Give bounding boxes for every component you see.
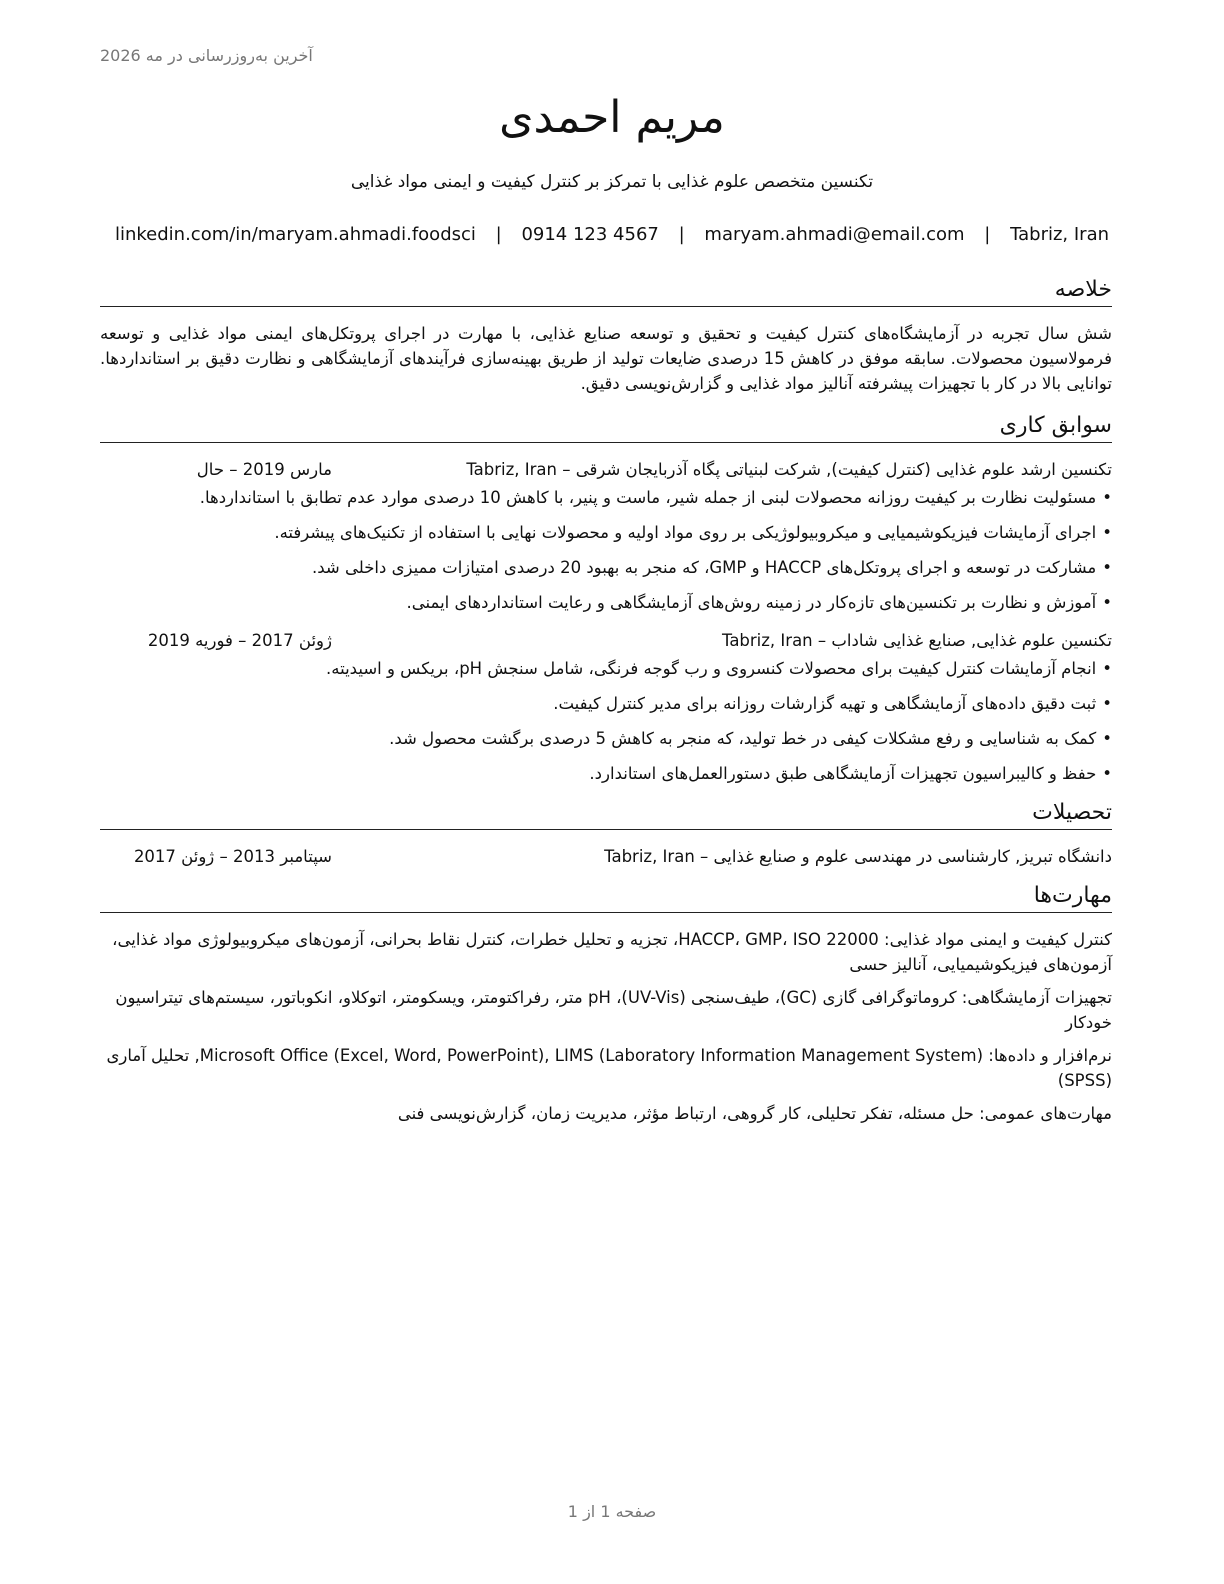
job-header [100, 457, 1112, 483]
job-entry [100, 457, 1112, 616]
list-item: •اجرای آزمایشات فیزیکوشیمیایی و میکروبیولوژیکی بر روی مواد اولیه و محصولات نهایی با استفاده از تکنیک‌های پیشرفته. [274, 523, 1112, 542]
bullet-icon: • [1102, 558, 1112, 577]
list-item: •انجام آزمایشات کنترل کیفیت برای محصولات کنسروی و رب گوجه فرنگی، شامل سنجش pH، بریکس و اسیدیته. [326, 659, 1112, 678]
candidate-name: مریم احمدی [499, 92, 725, 143]
contact-separator: | [495, 224, 502, 245]
bullet-icon: • [1102, 488, 1112, 507]
job-header [100, 628, 1112, 654]
job-title: تکنسین علوم غذایی, صنایع غذایی شاداب – Tabriz, Iran [721, 631, 1112, 650]
job-title: تکنسین ارشد علوم غذایی (کنترل کیفیت), شرکت لبنیاتی پگاه آذربایجان شرقی – Tabriz, Iran [466, 460, 1112, 479]
skills-section [100, 882, 1112, 1126]
education-entry [100, 844, 1112, 874]
candidate-title: تکنسین متخصص علوم غذایی با تمرکز بر کنترل کیفیت و ایمنی مواد غذایی [350, 172, 874, 192]
experience-section [100, 412, 1112, 787]
job-dates: ژوئن 2017 – فوریه 2019 [147, 631, 332, 650]
education-section [100, 799, 1112, 874]
last-updated: آخرین به‌روزرسانی در مه 2026 [100, 46, 313, 65]
list-item: •آموزش و نظارت بر تکنسین‌های تازه‌کار در زمینه روش‌های آزمایشگاهی و رعایت استانداردهای ایمنی. [406, 593, 1112, 612]
section-heading: سوابق کاری [100, 412, 1112, 443]
section-heading: خلاصه [100, 276, 1112, 307]
bullet-icon: • [1102, 729, 1112, 748]
page-number: صفحه 1 از 1 [567, 1502, 657, 1521]
skill-line: مهارت‌های عمومی: حل مسئله، تفکر تحلیلی، کار گروهی، ارتباط مؤثر، مدیریت زمان، گزارش‌نویسی فنی [397, 1104, 1112, 1123]
job-bullets [100, 485, 1112, 616]
bullet-icon: • [1102, 593, 1112, 612]
section-heading: تحصیلات [100, 799, 1112, 830]
phone-number: 0914 123 4567 [521, 224, 659, 245]
skill-line: تجهیزات آزمایشگاهی: کروماتوگرافی گازی (GC)، طیف‌سنجی (UV-Vis)، pH متر، رفراکتومتر، ویسکومتر، اتوکلاو، انکوباتور، سیستم‌های تیتراسیون خودکار [115, 988, 1112, 1032]
job-bullets [100, 656, 1112, 787]
bullet-icon: • [1102, 523, 1112, 542]
job-dates: مارس 2019 – حال [196, 460, 332, 479]
linkedin-link[interactable]: linkedin.com/in/maryam.ahmadi.foodsci [114, 224, 476, 245]
summary-text: شش سال تجربه در آزمایشگاه‌های کنترل کیفیت و تحقیق و توسعه صنایع غذایی، با مهارت در اجرای پروتکل‌های ایمنی مواد غذایی و توسعه فرمولاسیون محصولات. سابقه موفق در کاهش 15 درصدی ضایعات تولید از طریق بهینه‌سازی فرآیندهای آزمایشگاهی و نظارت دقیق بر استانداردها. توانایی بالا در کار با تجهیزات پیشرفته آنالیز مواد غذایی و گزارش‌نویسی دقیق. [100, 324, 1112, 393]
bullet-icon: • [1102, 659, 1112, 678]
contact-line [0, 224, 1224, 245]
summary-section [100, 276, 1112, 396]
skill-line: کنترل کیفیت و ایمنی مواد غذایی: HACCP، GMP، ISO 22000، تجزیه و تحلیل خطرات، کنترل نقاط بحرانی، آزمون‌های میکروبیولوژی مواد غذایی، آزمون‌های فیزیکوشیمیایی، آنالیز حسی [112, 930, 1112, 974]
list-item: •حفظ و کالیبراسیون تجهیزات آزمایشگاهی طبق دستورالعمل‌های استاندارد. [589, 764, 1112, 783]
bullet-icon: • [1102, 694, 1112, 713]
list-item: •مسئولیت نظارت بر کیفیت روزانه محصولات لبنی از جمله شیر، ماست و پنیر، با کاهش 10 درصدی موارد عدم تطابق با استانداردها. [199, 488, 1112, 507]
list-item: •مشارکت در توسعه و اجرای پروتکل‌های HACCP و GMP، که منجر به بهبود 20 درصدی امتیازات ممیزی داخلی شد. [312, 558, 1112, 577]
list-item: •کمک به شناسایی و رفع مشکلات کیفی در خط تولید، که منجر به کاهش 5 درصدی برگشت محصول شد. [389, 729, 1112, 748]
resume-content [100, 276, 1112, 1134]
skill-line: نرم‌افزار و داده‌ها: Microsoft Office (Excel, Word, PowerPoint), LIMS (Laboratory Information Management System), تحلیل آماری (SPSS) [106, 1046, 1112, 1090]
list-item: •ثبت دقیق داده‌های آزمایشگاهی و تهیه گزارشات روزانه برای مدیر کنترل کیفیت. [553, 694, 1112, 713]
bullet-icon: • [1102, 764, 1112, 783]
email-link[interactable]: maryam.ahmadi@email.com [704, 224, 965, 245]
job-entry [100, 628, 1112, 787]
location: Tabriz, Iran [1010, 224, 1110, 245]
section-heading: مهارت‌ها [100, 882, 1112, 913]
education-dates: سپتامبر 2013 – ژوئن 2017 [133, 847, 332, 866]
contact-separator: | [984, 224, 991, 245]
contact-separator: | [678, 224, 685, 245]
education-title: دانشگاه تبریز, کارشناسی در مهندسی علوم و صنایع غذایی – Tabriz, Iran [604, 847, 1112, 866]
